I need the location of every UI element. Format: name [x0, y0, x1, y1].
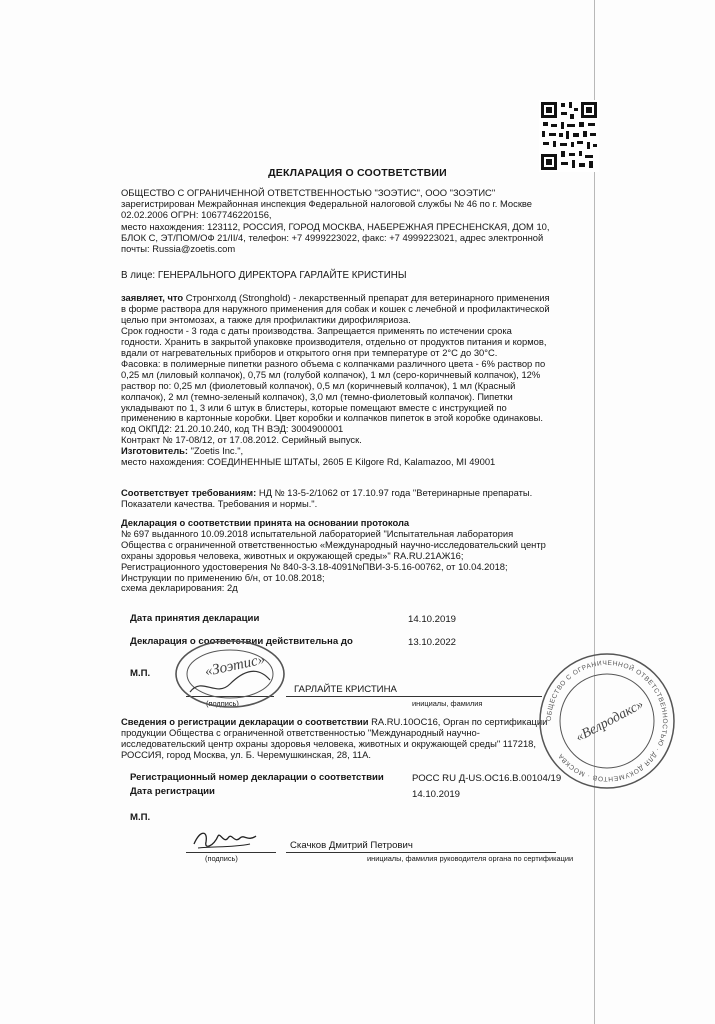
registration-number-label: Регистрационный номер декларации о соответствии: [130, 772, 384, 783]
declaration-line: целью при энтомозах, а также для профилактики дирофиляриоза.: [121, 313, 411, 325]
declaration-label: заявляет, что: [121, 292, 184, 303]
declaration-line: раствор по: 0,25 мл (фиолетовый колпачок), 0,5 мл (коричневый колпачок), 1 мл (Красный: [121, 379, 516, 391]
declaration-line: годности. Хранить в закрытой упаковке производителя, отдельно от продуктов питания и кормов,: [121, 335, 547, 347]
mp-label: М.П.: [130, 668, 151, 679]
requirements-line: Показатели качества. Требования и нормы.".: [121, 498, 318, 510]
handwritten-signature: [190, 826, 260, 852]
registration-line: исследовательский центр охраны здоровья человека, животных и окружающей среды" 117218,: [121, 738, 536, 749]
declaration-line: Контракт № 17-08/12, от 17.08.2012. Серийный выпуск.: [121, 434, 362, 446]
document-title: ДЕКЛАРАЦИЯ О СООТВЕТСТВИИ: [268, 167, 447, 179]
company-line: ОБЩЕСТВО С ОГРАНИЧЕННОЙ ОТВЕТСТВЕННОСТЬЮ "ЗОЭТИС", ООО "ЗОЭТИС": [121, 187, 496, 198]
company-stamp: [172, 636, 288, 712]
basis-line: Общества с ограниченной ответственностью «Международный научно-исследовательский центр: [121, 538, 546, 550]
basis-line: охраны здоровья человека, животных и окружающей среды»" RA.RU.21АЖ16;: [121, 549, 464, 561]
basis-line: № 697 выданного 10.09.2018 испытательной лабораторией "Испытательная лаборатория: [121, 527, 514, 539]
declaration-line: вдали от нагревательных приборов и открытого огня при температуре от 2°С до 30°С.: [121, 346, 498, 358]
basis-line: схема декларирования: 2д: [121, 582, 238, 594]
manufacturer-name: "Zoetis Inc.",: [190, 445, 244, 457]
stamp-text: «Зоэтис»: [203, 651, 267, 680]
company-line: место нахождения: 123112, РОССИЯ, ГОРОД МОСКВА, НАБЕРЕЖНАЯ ПРЕСНЕНСКАЯ, ДОМ 10,: [121, 220, 550, 232]
registration-heading: Сведения о регистрации декларации о соответствии: [121, 716, 369, 727]
requirements-label: Соответствует требованиям:: [121, 487, 257, 498]
declaration-line: 0,25 мл (лиловый колпачок), 0,75 мл (голубой колпачок), 1 мл (серо-коричневый колпачок), 12%: [121, 368, 541, 380]
accepted-date-label: Дата принятия декларации: [130, 613, 260, 624]
registration-date-value: 14.10.2019: [412, 789, 461, 800]
company-block: [121, 187, 601, 254]
name-line: [286, 696, 542, 697]
declaration-line: в форме раствора для наружного применения для собак и кошек с лечебной и профилактической: [121, 302, 550, 314]
requirements-line: НД № 13-5-2/1062 от 17.10.97 года "Ветеринарные препараты.: [258, 487, 533, 498]
signature-caption: (подпись): [206, 699, 239, 708]
basis-block: [121, 518, 601, 594]
declaration-line: Стронгхолд (Stronghold) - лекарственный препарат для ветеринарного применения: [185, 292, 550, 303]
accepted-date-value: 14.10.2019: [408, 614, 457, 625]
stamp-center-text: «Велродакс»: [573, 697, 647, 746]
registration-heading-rest: RA.RU.10ОС16, Орган по сертификации: [371, 716, 548, 727]
basis-line: Инструкции по применению б/н, от 10.08.2018;: [121, 571, 325, 583]
company-line: зарегистрирован Межрайонная инспекция Федеральной налоговой службы № 46 по г. Москве: [121, 198, 533, 210]
name-caption: инициалы, фамилия: [412, 699, 483, 708]
registration-line: продукции Общества с ограниченной ответственностью "Международный научно-: [121, 727, 480, 738]
registration-date-label: Дата регистрации: [130, 786, 215, 797]
registration-number-value: РОСС RU Д-US.ОС16.В.00104/19: [412, 773, 562, 784]
company-line: почты: Russia@zoetis.com: [121, 243, 236, 255]
declaration-line: укладывают по 1, 3 или 6 штук в блистеры, которые помещают вместе с инструкцией по: [121, 401, 507, 413]
declaration-line: код ОКПД2: 21.20.10.240, код ТН ВЭД: 3004900001: [121, 423, 344, 435]
basis-line: Регистрационного удостоверения № 840-3-3.18-4091№ПВИ-3-5.16-00762, от 10.04.2018;: [121, 560, 508, 572]
manufacturer-label: Изготовитель:: [121, 445, 189, 457]
representative-line: В лице: ГЕНЕРАЛЬНОГО ДИРЕКТОРА ГАРЛАЙТЕ КРИСТИНЫ: [121, 270, 407, 281]
signature-caption: (подпись): [205, 854, 238, 863]
valid-until-label: Декларация о соответствии действительна до: [130, 636, 353, 647]
company-line: БЛОК С, ЭТ/ПОМ/ОФ 21/II/4, телефон: +7 4999223022, факс: +7 4999223021, адрес электронной: [121, 231, 544, 243]
certification-stamp: [536, 650, 678, 792]
name-caption: инициалы, фамилия руководителя органа по сертификации: [367, 854, 574, 863]
declaration-line: колпачок), 2 мл (темно-зеленый колпачок), 3,0 мл (темно-фиолетовый колпачок). Пипетки: [121, 390, 513, 402]
declaration-block: [121, 293, 601, 468]
valid-until-value: 13.10.2022: [408, 637, 457, 648]
stamp-ring-text: ОБЩЕСТВО С ОГРАНИЧЕННОЙ ОТВЕТСТВЕННОСТЬЮ · ДЛЯ ДОКУМЕНТОВ · МОСКВА: [545, 659, 669, 783]
declaration-line: Фасовка: в полимерные пипетки разного объема с колпачками различного цвета - 6% раствор по: [121, 357, 546, 369]
declaration-line: применению в картонные коробки. Цвет коробки и колпачков пипеток в этой коробке одинаковы.: [121, 412, 543, 424]
mp-label: М.П.: [130, 812, 151, 823]
manufacturer-address: место нахождения: СОЕДИНЕННЫЕ ШТАТЫ, 2605 E Kilgore Rd, Kalamazoo, MI 49001: [121, 456, 496, 468]
basis-heading: Декларация о соответствии принята на основании протокола: [121, 517, 410, 528]
registration-line: РОССИЯ, город Москва, ул. Б. Черемушкинская, 28, 11А.: [121, 749, 371, 760]
company-line: 02.02.2006 ОГРН: 1067746220156,: [121, 209, 272, 221]
declaration-line: Срок годности - 3 года с даты производства. Запрещается применять по истечении срока: [121, 324, 512, 336]
certification-head-name: Скачков Дмитрий Петрович: [290, 840, 413, 851]
director-name: ГАРЛАЙТЕ КРИСТИНА: [294, 684, 397, 695]
requirements-block: [121, 487, 601, 509]
qr-code: [539, 100, 599, 172]
registration-block: [121, 716, 601, 760]
